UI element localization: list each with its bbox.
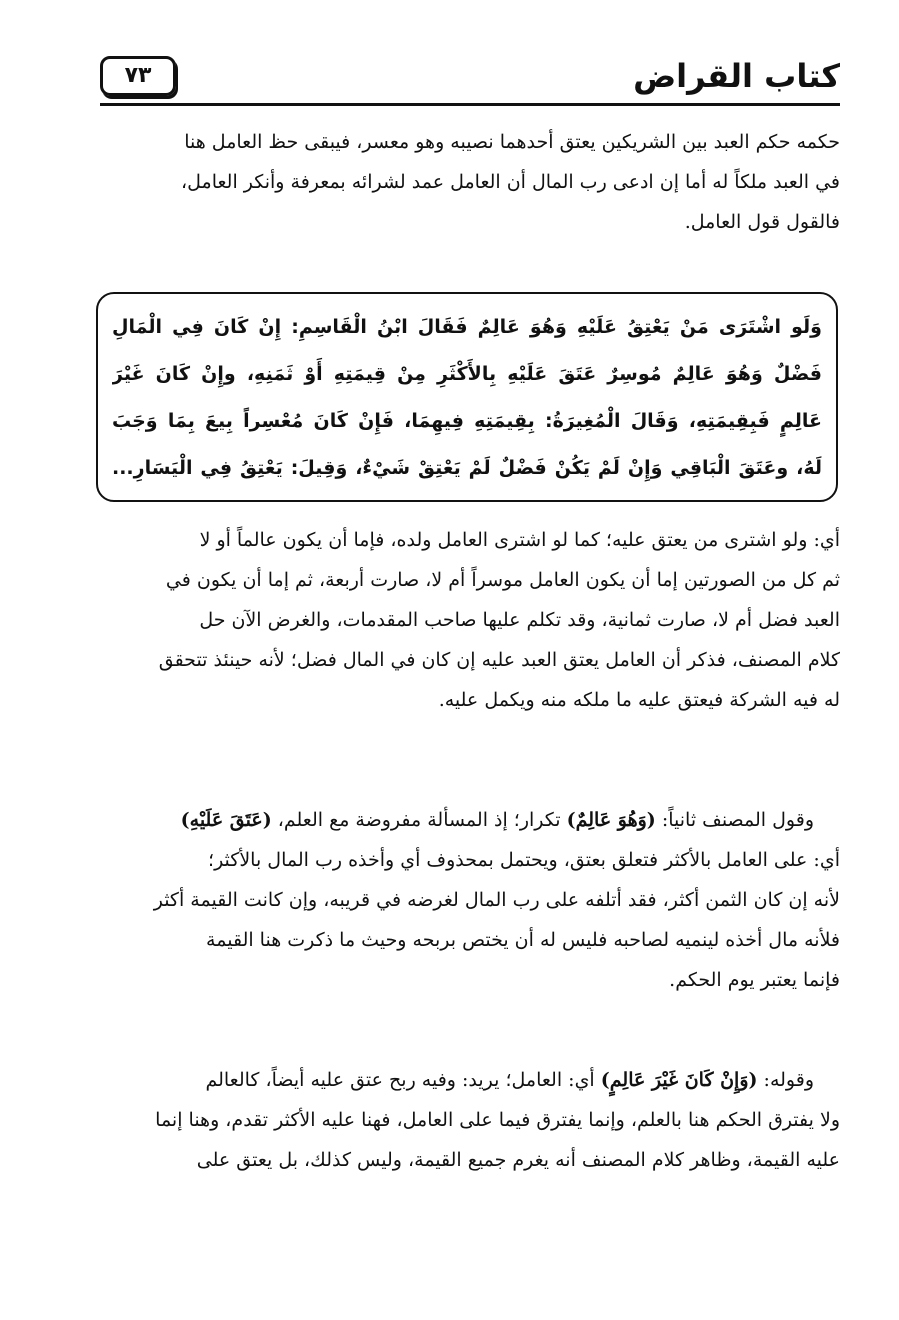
text-line: كلام المصنف، فذكر أن العامل يعتق العبد عليه إن كان في المال فضل؛ لأنه حينئذ تتحقق bbox=[158, 649, 840, 671]
page-number: ٧٣ bbox=[100, 56, 176, 96]
text-line: لأنه إن كان الثمن أكثر، فقد أتلفه على رب المال لغرضه في قريبه، وإن كانت القيمة أكثر bbox=[153, 889, 840, 911]
text-line: أي: ولو اشترى من يعتق عليه؛ كما لو اشترى العامل ولده، فإما أن يكون عالماً أو لا bbox=[199, 529, 840, 551]
header-divider bbox=[100, 103, 840, 106]
text-segment: تكرار؛ إذ المسألة مفروضة مع العلم، bbox=[271, 809, 567, 831]
text-line bbox=[92, 1060, 840, 1100]
matn-quote: (وَإِنْ كَانَ غَيْرَ عَالِمٍ) bbox=[600, 1069, 758, 1091]
paragraph-1 bbox=[92, 122, 840, 242]
matn-line: لَهُ، وعَتَقَ الْبَاقِي وَإِنْ لَمْ يَكُنْ فَضْلٌ لَمْ يَعْتِقْ شَيْءٌ، وَقِيلَ: يَعْتِقُ فِي الْيَسَارِ... bbox=[112, 457, 822, 479]
text-line: ولا يفترق الحكم هنا بالعلم، وإنما يفترق فيما على العامل، فهنا عليه الأكثر تقدم، وهنا إنما bbox=[155, 1109, 840, 1131]
matn-quote: (عَتَقَ عَلَيْهِ) bbox=[180, 809, 272, 831]
text-line bbox=[92, 800, 840, 840]
text-segment: أي: العامل؛ يريد: وفيه ربح عتق عليه أيضاً، كالعالم bbox=[205, 1069, 601, 1091]
text-line: فإنما يعتبر يوم الحكم. bbox=[669, 969, 840, 991]
matn-line: وَلَو اشْتَرَى مَنْ يَعْتِقُ عَلَيْهِ وَهُوَ عَالِمٌ فَقَالَ ابْنُ الْقَاسِمِ: إِنْ كَانَ فِي الْمَالِ bbox=[112, 316, 822, 338]
paragraph-2 bbox=[92, 520, 840, 720]
text-line: العبد فضل أم لا، صارت ثمانية، وقد تكلم عليها صاحب المقدمات، والغرض الآن حل bbox=[199, 609, 840, 631]
matn-box bbox=[96, 292, 838, 502]
text-line: في العبد ملكاً له أما إن ادعى رب المال أن العامل عمد لشرائه بمعرفة وأنكر العامل، bbox=[181, 171, 840, 193]
matn-line: عَالِمٍ فَبِقِيمَتِهِ، وَقَالَ الْمُغِيرَةُ: بِقِيمَتِهِ فِيهِمَا، فَإِنْ كَانَ مُعْسِراً بِيعَ بِمَا وَجَبَ bbox=[112, 410, 822, 432]
paragraph-4 bbox=[92, 1060, 840, 1180]
text-line: فلأنه مال أخذه لينميه لصاحبه فليس له أن يختص بربحه وحيث ما ذكرت هنا القيمة bbox=[206, 929, 840, 951]
text-line: له فيه الشركة فيعتق عليه ما ملكه منه ويكمل عليه. bbox=[438, 689, 840, 711]
text-line: ثم كل من الصورتين إما أن يكون العامل موسراً أم لا، صارت أربعة، ثم إما أن يكون في bbox=[165, 569, 840, 591]
text-segment: وقول المصنف ثانياً: bbox=[655, 809, 814, 831]
text-line: أي: على العامل بالأكثر فتعلق بعتق، ويحتمل بمحذوف أي وأخذه رب المال بالأكثر؛ bbox=[208, 849, 840, 871]
matn-line: فَضْلٌ وَهُوَ عَالِمٌ مُوسِرٌ عَتَقَ عَلَيْهِ بِالأَكْثَرِ مِنْ قِيمَتِهِ أَوْ ثَمَنِهِ، وإِنْ كَانَ غَيْرَ bbox=[112, 363, 822, 385]
book-title: كتاب القراض bbox=[633, 57, 840, 95]
text-line: حكمه حكم العبد بين الشريكين يعتق أحدهما نصيبه وهو معسر، فيبقى حظ العامل هنا bbox=[184, 131, 840, 153]
page-header bbox=[100, 52, 840, 110]
text-segment: وقوله: bbox=[757, 1069, 814, 1091]
matn-quote: (وَهُوَ عَالِمٌ) bbox=[566, 809, 656, 831]
text-line: عليه القيمة، وظاهر كلام المصنف أنه يغرم جميع القيمة، وليس كذلك، بل يعتق على bbox=[196, 1149, 840, 1171]
paragraph-3 bbox=[92, 800, 840, 1000]
text-line: فالقول قول العامل. bbox=[684, 211, 840, 233]
